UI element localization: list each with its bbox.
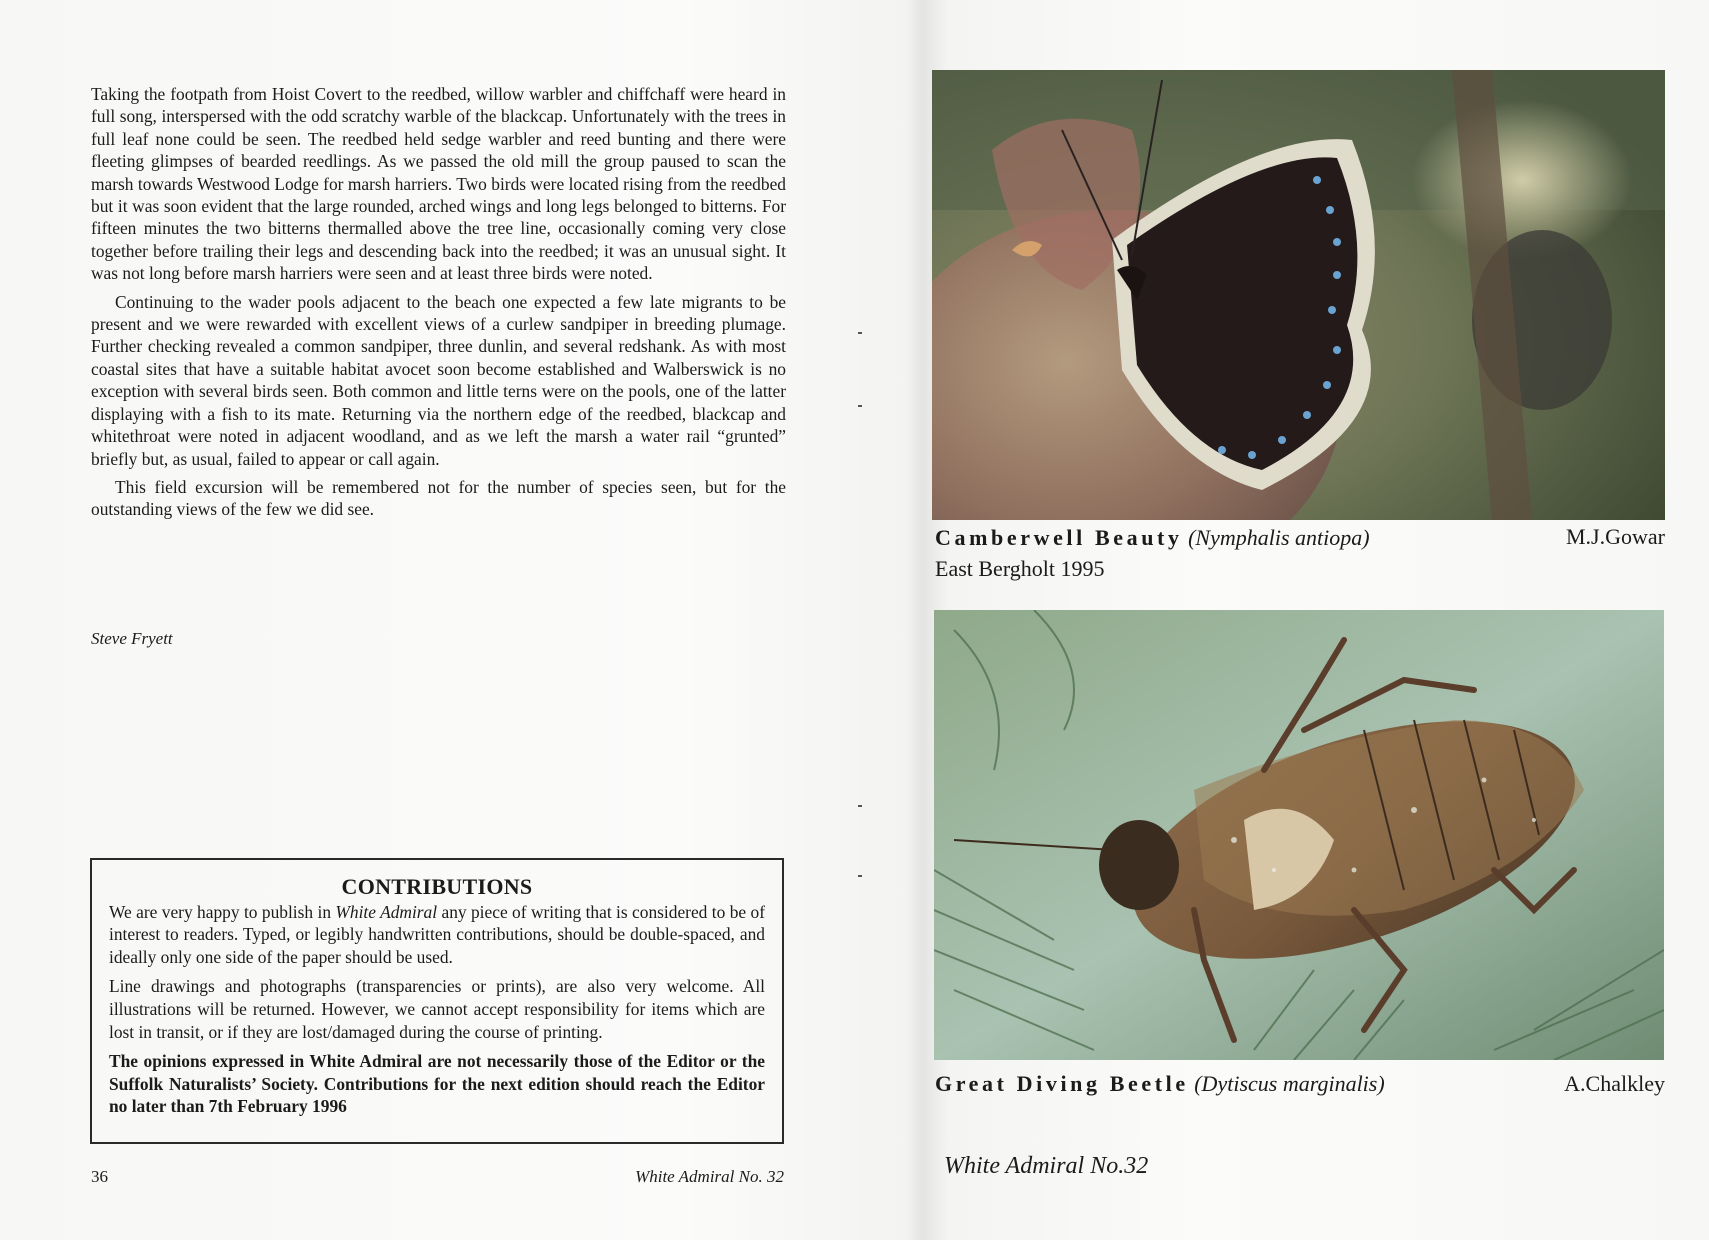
contributions-p1-before: We are very happy to publish in [109, 901, 336, 922]
scan-mark [858, 875, 862, 877]
running-footer-right: White Admiral No.32 [944, 1153, 1149, 1179]
contributions-paragraph-2: Line drawings and photographs (transparencies or prints), are also very welcome. All illustrations will be returned. However, we cannot accept responsibility for items which are lost in transit, or if they are lost/damaged during the course of printing. [109, 976, 765, 1042]
article-body [91, 83, 786, 527]
photo-credit-2: A.Chalkley [1564, 1071, 1665, 1096]
scan-mark [858, 332, 862, 334]
page-number: 36 [91, 1167, 108, 1186]
running-footer-left: White Admiral No. 32 [635, 1167, 784, 1186]
right-page [858, 0, 1709, 1240]
contributions-box [90, 858, 784, 1144]
left-page [0, 0, 850, 1240]
contributions-paragraph-1 [109, 901, 765, 969]
camberwell-beauty-photo [932, 70, 1665, 520]
photo-credit-1: M.J.Gowar [1566, 524, 1665, 549]
caption-common-name: Great Diving Beetle [935, 1071, 1189, 1096]
great-diving-beetle-photo [934, 610, 1664, 1060]
article-paragraph-3: This field excursion will be remembered not for the number of species seen, but for the outstanding views of the few we did see. [91, 476, 786, 520]
caption-common-name: Camberwell Beauty [935, 525, 1183, 550]
contributions-paragraph-3: The opinions expressed in White Admiral are not necessarily those of the Editor or the Suffolk Naturalists’ Society. Contributions for the next edition should reach the Editor no later than 7th February 1996 [109, 1051, 765, 1117]
article-paragraph-1: Taking the footpath from Hoist Covert to the reedbed, willow warbler and chiffchaff were heard in full song, interspersed with the odd scratchy warble of the blackcap. Unfortunately with the trees in full leaf none could be seen. The reedbed held sedge warbler and reed bunting and there were fleeting glimpses of bearded reedlings. As we passed the old mill the group paused to scan the marsh towards Westwood Lodge for marsh harriers. Two birds were located rising from the reedbed but it was soon evident that the large rounded, arched wings and long legs belonged to bitterns. For fifteen minutes the two bitterns thermalled above the tree line, occasionally coming very close together before trailing their legs and descending back into the reedbed; it was an unusual sight. It was not long before marsh harriers were seen and at least three birds were noted. [91, 84, 786, 284]
caption-camberwell-beauty [935, 525, 1370, 551]
scan-mark [858, 405, 862, 407]
publication-name: White Admiral [335, 901, 438, 922]
caption-latin-name: (Dytiscus marginalis) [1194, 1071, 1385, 1096]
caption-latin-name: (Nymphalis antiopa) [1188, 525, 1370, 550]
contributions-p1-after: any piece of writing that is considered to be of interest to readers. Typed, or legibly handwritten contributions, should be double-spaced, and ideally only one side of the paper should be used. [109, 901, 765, 967]
photo-location-1: East Bergholt 1995 [935, 556, 1105, 581]
contributions-title: CONTRIBUTIONS [341, 874, 533, 899]
scan-mark [858, 805, 862, 807]
caption-great-diving-beetle [935, 1071, 1385, 1097]
article-paragraph-2: Continuing to the wader pools adjacent to the beach one expected a few late migrants to be present and we were rewarded with excellent views of a curlew sandpiper in breeding plumage. Further checking revealed a common sandpiper, three dunlin, and several redshank. As with most coastal sites that have a suitable habitat avocet soon become established and Walberswick is no exception with several birds seen. Both common and little terns were on the pools, one of the latter displaying with a fish to its mate. Returning via the northern edge of the reedbed, blackcap and whitethroat were noted in adjacent woodland, and as we left the marsh a water rail “grunted” briefly but, as usual, failed to appear or call again. [91, 291, 786, 469]
article-author: Steve Fryett [91, 629, 173, 648]
